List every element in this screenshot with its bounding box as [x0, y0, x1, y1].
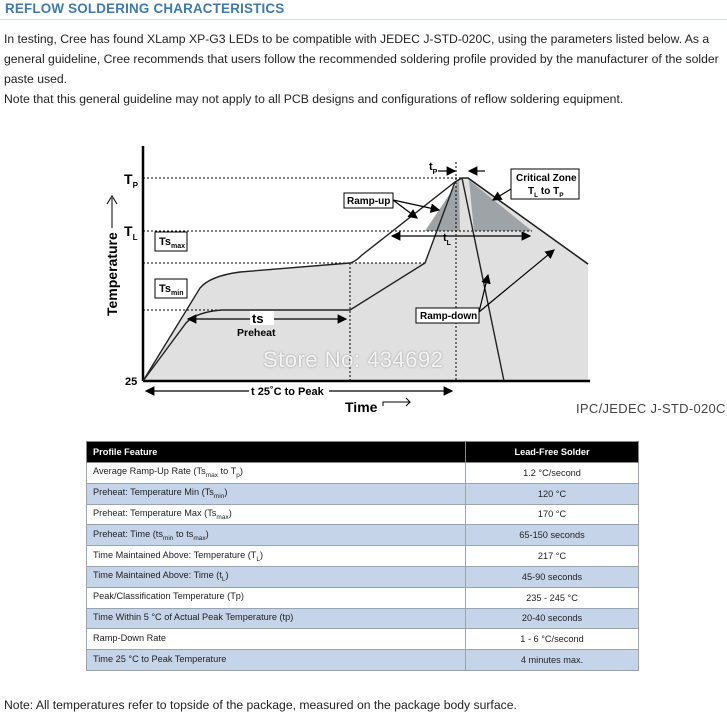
row-feature: [87, 650, 466, 671]
tp-level-label: $T_P$: [124, 171, 138, 190]
row-feature-text: ): [225, 570, 229, 581]
row-feature-subscript: p: [236, 472, 240, 480]
row-value: 45-90 seconds: [466, 566, 639, 587]
row-feature-text: to T: [217, 466, 237, 477]
row-feature-subscript: max: [205, 472, 218, 480]
header-feature: Profile Feature: [87, 442, 466, 463]
row-feature-subscript: max: [216, 513, 229, 521]
row-value: 1.2 °C/second: [466, 463, 639, 484]
preheat-label: Preheat: [237, 327, 276, 339]
table-row: [87, 546, 639, 567]
row-feature-text: Time 25 °C to Peak Temperature: [93, 653, 227, 664]
title-divider: [0, 19, 727, 20]
row-feature-text: Preheat: Temperature Max (Ts: [93, 508, 217, 519]
critical-zone-pointer: [493, 189, 511, 200]
x-axis-label: Time: [345, 399, 378, 412]
x-axis-arrow-icon: [383, 398, 410, 406]
y-origin-label: 25: [125, 376, 138, 388]
table-row: [87, 650, 639, 671]
row-feature-text: ): [224, 487, 228, 498]
row-feature: [87, 546, 466, 567]
row-feature-text: Peak/Classification Temperature (Tp): [93, 591, 244, 602]
row-feature-text: Preheat: Time (ts: [93, 528, 163, 539]
critical-zone-range: $T_L$ to $T_P$: [528, 186, 564, 199]
guideline-note: Note that this general guideline may not apply to all PCB designs and configurations of reflow soldering equipment.: [4, 92, 624, 106]
row-value: 4 minutes max.: [466, 650, 639, 671]
ts-label: ts: [252, 311, 264, 326]
row-feature-subscript: L: [221, 576, 226, 584]
tp-time-label: $t_P$: [429, 161, 438, 176]
table-row: [87, 463, 639, 484]
row-feature: [87, 504, 466, 525]
row-feature: [87, 463, 466, 484]
row-value: 170 °C: [466, 504, 639, 525]
table-body: [87, 463, 639, 671]
row-feature-subscript: L: [256, 555, 261, 563]
ramp-up-label: Ramp-up: [347, 196, 391, 207]
table-row: [87, 608, 639, 629]
section-title: REFLOW SOLDERING CHARACTERISTICS: [5, 1, 285, 16]
row-value: 65-150 seconds: [466, 525, 639, 546]
row-feature-text: ): [260, 549, 264, 560]
row-feature-text: Preheat: Temperature Min (Ts: [93, 487, 214, 498]
row-feature-subscript: max: [193, 534, 206, 542]
intro-paragraph: In testing, Cree has found XLamp XP-G3 LEDs to be compatible with JEDEC J-STD-020C, using the parameters listed below. As a general guideline, Cree recommends that users follow the recommended soldering profile provided by the manufacturer of the solder paste used.: [4, 32, 719, 86]
critical-zone-left: [425, 180, 460, 231]
table-row: [87, 504, 639, 525]
footnote: Note: All temperatures refer to topside of the package, measured on the package body surface.: [4, 698, 517, 712]
ramp-down-label: Ramp-down: [420, 311, 478, 322]
table-row: [87, 483, 639, 504]
critical-zone-title: Critical Zone: [516, 173, 577, 184]
row-feature: [87, 525, 466, 546]
watermark: Store No: 434692: [263, 347, 444, 372]
row-feature-text: Time Within 5 °C of Actual Peak Temperature (tp): [93, 612, 294, 623]
row-feature: [87, 566, 466, 587]
row-feature-text: to ts: [173, 528, 194, 539]
t25-label: t 25˚C to Peak: [251, 386, 324, 398]
row-value: 1 - 6 °C/second: [466, 629, 639, 650]
table-row: [87, 629, 639, 650]
tsmax-label: $Ts_{max}$: [159, 236, 186, 250]
row-feature: [87, 629, 466, 650]
row-feature-text: ): [205, 528, 209, 539]
table-row: [87, 566, 639, 587]
standard-label: IPC/JEDEC J-STD-020C: [576, 401, 726, 416]
row-value: 120 °C: [466, 483, 639, 504]
row-feature-text: Time Maintained Above: Temperature (T: [93, 549, 257, 560]
row-feature-subscript: min: [213, 493, 225, 501]
profile-table: [86, 441, 639, 671]
row-feature-text: Average Ramp-Up Rate (Ts: [93, 466, 206, 477]
row-value: 20-40 seconds: [466, 608, 639, 629]
row-feature-text: Time Maintained Above: Time (t: [93, 570, 222, 581]
row-value: 235 - 245 °C: [466, 587, 639, 608]
table-header-row: [87, 442, 639, 463]
y-axis-arrow-icon: [107, 196, 117, 228]
row-feature: [87, 587, 466, 608]
row-feature-text: ): [239, 466, 243, 477]
tl-level-label: $T_L$: [124, 223, 138, 242]
table-row: [87, 525, 639, 546]
table-row: [87, 587, 639, 608]
header-value: Lead-Free Solder: [466, 442, 639, 463]
y-axis-label: Temperature: [104, 232, 120, 316]
row-feature: [87, 483, 466, 504]
row-value: 217 °C: [466, 546, 639, 567]
tsmin-label: $Ts_{min}$: [159, 283, 184, 297]
row-feature: [87, 608, 466, 629]
row-feature-text: ): [228, 508, 232, 519]
row-feature-text: Ramp-Down Rate: [93, 632, 167, 643]
row-feature-subscript: min: [162, 534, 174, 542]
tl-time-label: $t_L$: [443, 232, 451, 247]
